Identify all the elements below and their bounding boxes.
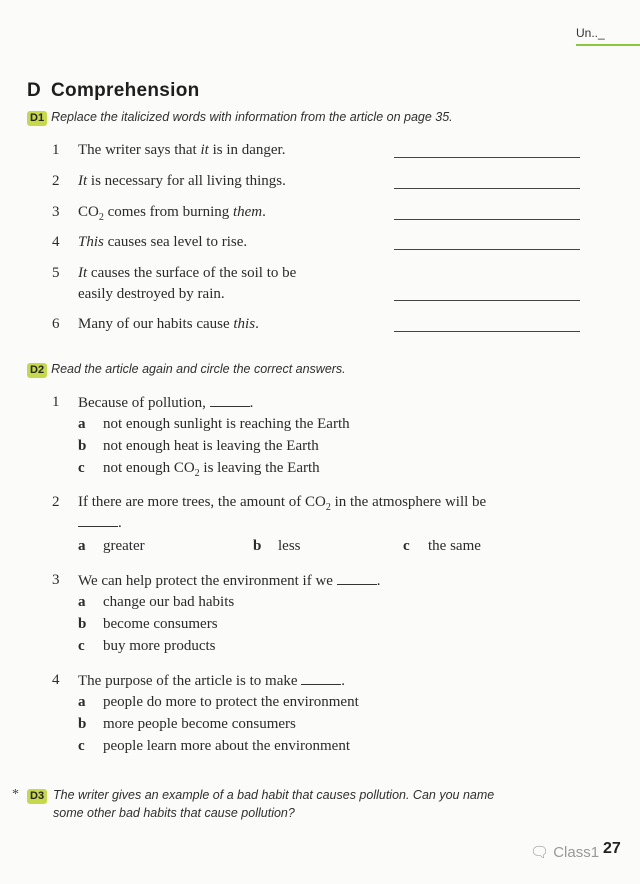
d1-item-4-text: This causes sea level to rise.	[78, 234, 248, 250]
d1-item-4-answer-blank[interactable]	[394, 249, 580, 250]
d3-star-marker: *	[12, 787, 19, 802]
unit-rule	[576, 44, 640, 46]
d2-q1-option-c-letter[interactable]: c	[78, 460, 85, 476]
d1-item-3-answer-blank[interactable]	[394, 219, 580, 220]
d2-q3-option-b[interactable]: become consumers	[103, 616, 218, 632]
d2-q2-option-b[interactable]: less	[278, 538, 301, 554]
d2-instruction-text: Read the article again and circle the correct answers.	[51, 362, 346, 376]
d1-item-1-text: The writer says that it is in danger.	[78, 142, 286, 158]
d1-item-5-text-line2: easily destroyed by rain.	[78, 286, 225, 302]
d2-q1-option-b[interactable]: not enough heat is leaving the Earth	[103, 438, 319, 454]
d1-item-6-number: 6	[52, 316, 60, 332]
d2-q4-option-a-letter[interactable]: a	[78, 694, 86, 710]
d2-q3-stem: We can help protect the environment if we .	[78, 573, 381, 589]
d2-q2-option-c-letter[interactable]: c	[403, 538, 410, 554]
section-heading: Comprehension	[51, 80, 200, 101]
d1-item-5-answer-blank[interactable]	[394, 300, 580, 301]
d2-q2-blank	[78, 514, 118, 527]
d2-q3-option-b-letter[interactable]: b	[78, 616, 87, 632]
d2-q2-stem-line2: .	[78, 514, 122, 532]
d2-q4-option-b[interactable]: more people become consumers	[103, 716, 296, 732]
chat-bubble-icon: 🗨	[530, 844, 550, 861]
d2-q4-option-c[interactable]: people learn more about the environment	[103, 738, 350, 754]
watermark-brand: 🗨 Class1	[530, 844, 600, 861]
d1-item-5-number: 5	[52, 265, 60, 281]
d2-q3-option-c[interactable]: buy more products	[103, 638, 216, 654]
unit-tag: Un.._	[576, 26, 605, 40]
section-title	[27, 80, 200, 102]
d1-item-2-number: 2	[52, 173, 60, 189]
d1-instruction-text: Replace the italicized words with information from the article on page 35.	[51, 110, 453, 124]
d2-q2-option-b-letter[interactable]: b	[253, 538, 262, 554]
d2-q3-option-c-letter[interactable]: c	[78, 638, 85, 654]
d2-instruction	[27, 362, 346, 378]
d2-q4-number: 4	[52, 672, 60, 688]
d3-text-line2: some other bad habits that cause pollution?	[53, 806, 295, 820]
d2-q1-blank	[210, 394, 250, 407]
d2-q1-option-b-letter[interactable]: b	[78, 438, 87, 454]
d2-q2-stem: If there are more trees, the amount of $CO_2$ in the atmosphere will be	[78, 494, 487, 513]
d1-badge: D1	[27, 111, 47, 126]
d2-q1-option-a[interactable]: not enough sunlight is reaching the Earth	[103, 416, 350, 432]
d1-item-2-answer-blank[interactable]	[394, 188, 580, 189]
d2-q4-option-b-letter[interactable]: b	[78, 716, 87, 732]
d2-q3-option-a[interactable]: change our bad habits	[103, 594, 235, 610]
d2-q4-blank	[301, 672, 341, 685]
d2-q3-number: 3	[52, 572, 60, 588]
d2-q4-option-c-letter[interactable]: c	[78, 738, 85, 754]
d1-item-3-text: $CO_2$ comes from burning them.	[78, 204, 266, 223]
d2-q2-number: 2	[52, 494, 60, 510]
d2-q2-option-a[interactable]: greater	[103, 538, 145, 554]
d3-text-line1: The writer gives an example of a bad habit that causes pollution. Can you name	[53, 788, 495, 802]
d1-item-5-text: It causes the surface of the soil to be	[78, 265, 297, 281]
d1-item-6-answer-blank[interactable]	[394, 331, 580, 332]
d2-q1-number: 1	[52, 394, 60, 410]
d2-badge: D2	[27, 363, 47, 378]
d1-item-6-text: Many of our habits cause this.	[78, 316, 259, 332]
section-letter: D	[27, 80, 42, 101]
d2-q4-option-a[interactable]: people do more to protect the environment	[103, 694, 359, 710]
d2-q1-stem: Because of pollution, .	[78, 395, 254, 411]
d3-badge: D3	[27, 789, 47, 804]
d1-item-4-number: 4	[52, 234, 60, 250]
d2-q1-option-c[interactable]: not enough $CO_2$ is leaving the Earth	[103, 460, 320, 479]
page-number: 27	[603, 840, 621, 857]
d2-q2-option-a-letter[interactable]: a	[78, 538, 86, 554]
d1-item-3-number: 3	[52, 204, 60, 220]
d1-item-1-number: 1	[52, 142, 60, 158]
d1-item-1-answer-blank[interactable]	[394, 157, 580, 158]
d2-q3-option-a-letter[interactable]: a	[78, 594, 86, 610]
d2-q1-option-a-letter[interactable]: a	[78, 416, 86, 432]
d2-q4-stem: The purpose of the article is to make .	[78, 673, 346, 689]
d1-item-2-text: It is necessary for all living things.	[78, 173, 286, 189]
d3-badge-row	[27, 788, 51, 804]
d1-instruction	[27, 110, 453, 126]
d2-q3-blank	[337, 572, 377, 585]
d2-q2-option-c[interactable]: the same	[428, 538, 481, 554]
